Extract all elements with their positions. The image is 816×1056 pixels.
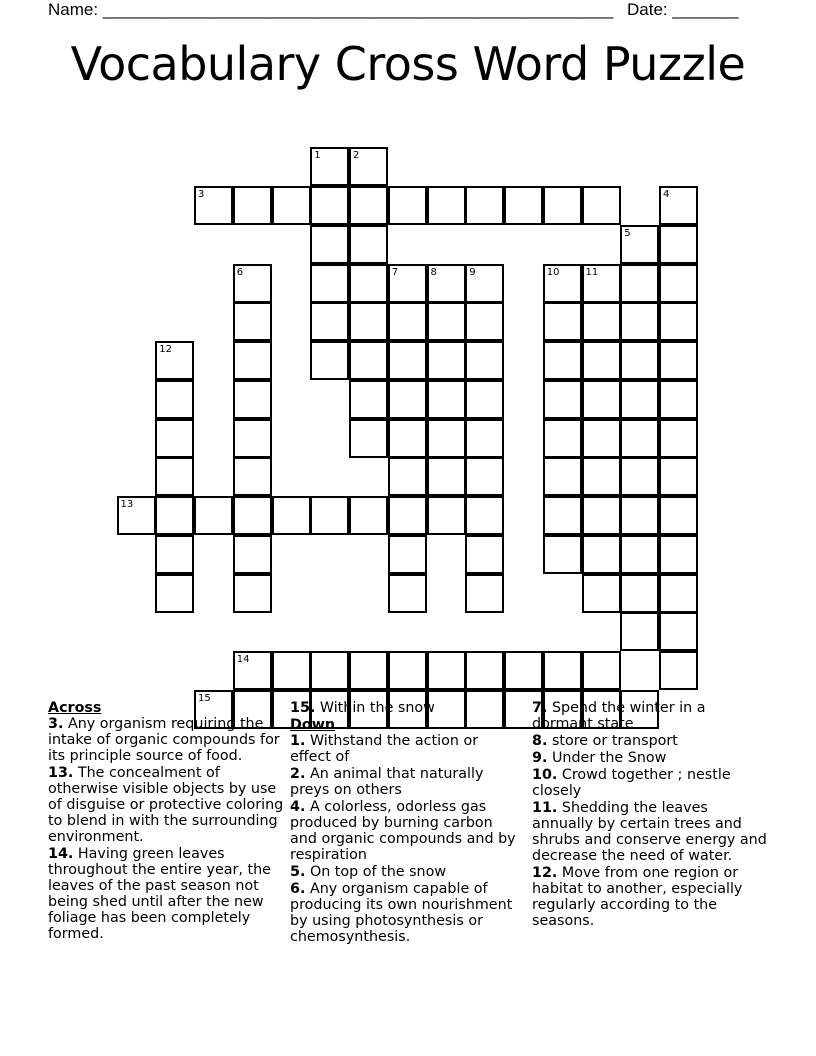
grid-cell[interactable] — [310, 264, 349, 303]
grid-cell[interactable] — [349, 419, 388, 458]
grid-cell[interactable] — [659, 225, 698, 264]
clue-across-14 — [48, 846, 284, 942]
grid-cell[interactable] — [620, 419, 659, 458]
clue-down-7 — [532, 700, 770, 732]
grid-cell[interactable] — [582, 380, 621, 419]
grid-cell[interactable] — [310, 147, 349, 186]
clue-text: An animal that naturally preys on others — [290, 766, 484, 798]
grid-cell[interactable] — [543, 457, 582, 496]
grid-cell[interactable] — [659, 612, 698, 651]
cell-number: 15 — [198, 692, 211, 704]
clue-text: Under the Snow — [551, 750, 667, 766]
grid-cell[interactable] — [233, 264, 272, 303]
grid-cell[interactable] — [620, 264, 659, 303]
grid-cell[interactable] — [659, 186, 698, 225]
grid-cell[interactable] — [465, 380, 504, 419]
clues-column-2 — [290, 700, 522, 946]
grid-cell[interactable] — [427, 496, 466, 535]
grid-cell[interactable] — [155, 419, 194, 458]
grid-cell[interactable] — [310, 225, 349, 264]
clue-text: Crowd together ; nestle closely — [532, 767, 731, 799]
grid-cell[interactable] — [388, 380, 427, 419]
clue-number: 1. — [290, 733, 306, 749]
cell-number: 11 — [585, 266, 599, 278]
grid-cell[interactable] — [233, 380, 272, 419]
grid-cell[interactable] — [427, 419, 466, 458]
grid-cell[interactable] — [465, 574, 504, 613]
grid-cell[interactable] — [349, 651, 388, 690]
cell-number: 4 — [663, 189, 670, 200]
clue-down-6 — [290, 881, 522, 945]
grid-cell[interactable] — [543, 264, 582, 303]
grid-cell[interactable] — [272, 651, 311, 690]
grid-cell[interactable] — [543, 419, 582, 458]
grid-cell[interactable] — [233, 341, 272, 380]
grid-cell[interactable] — [233, 457, 272, 496]
grid-cell[interactable] — [349, 496, 388, 535]
clue-down-2 — [290, 766, 522, 798]
grid-cell[interactable] — [659, 496, 698, 535]
clue-down-12 — [532, 865, 770, 929]
grid-cell[interactable] — [388, 457, 427, 496]
clue-down-1 — [290, 733, 522, 765]
grid-cell[interactable] — [388, 341, 427, 380]
grid-cell[interactable] — [388, 535, 427, 574]
clue-text: Within the snow — [319, 700, 435, 716]
clue-number: 5. — [290, 864, 306, 880]
clue-text: Spend the winter in a dormant state — [532, 700, 706, 732]
name-line: Name: ______________________________________________________ — [48, 0, 614, 19]
grid-cell[interactable] — [465, 264, 504, 303]
grid-cell[interactable] — [349, 264, 388, 303]
grid-cell[interactable] — [465, 419, 504, 458]
grid-cell[interactable] — [659, 574, 698, 613]
grid-cell[interactable] — [543, 186, 582, 225]
grid-cell[interactable] — [543, 496, 582, 535]
grid-cell[interactable] — [620, 612, 659, 651]
grid-cell[interactable] — [155, 535, 194, 574]
grid-cell[interactable] — [582, 302, 621, 341]
clue-number: 6. — [290, 881, 306, 897]
cell-number: 5 — [624, 227, 631, 239]
grid-cell[interactable] — [620, 341, 659, 380]
clue-down-5 — [290, 864, 522, 880]
grid-cell[interactable] — [388, 264, 427, 303]
grid-cell[interactable] — [659, 380, 698, 419]
grid-cell[interactable] — [427, 380, 466, 419]
grid-cell[interactable] — [465, 535, 504, 574]
clue-across-13 — [48, 765, 284, 845]
grid-cell[interactable] — [659, 457, 698, 496]
grid-cell[interactable] — [427, 302, 466, 341]
grid-cell[interactable] — [620, 302, 659, 341]
grid-cell[interactable] — [620, 457, 659, 496]
grid-cell[interactable] — [310, 651, 349, 690]
grid-cell[interactable] — [465, 457, 504, 496]
clue-number: 12. — [532, 865, 558, 881]
grid-cell[interactable] — [388, 186, 427, 225]
clue-number: 9. — [532, 750, 548, 766]
clue-text: Having green leaves throughout the entire year, the leaves of the past season not being shed until after the new foliage has been completely formed. — [48, 846, 271, 942]
grid-cell[interactable] — [582, 341, 621, 380]
clue-down-8 — [532, 733, 770, 749]
grid-cell[interactable] — [310, 496, 349, 535]
grid-cell[interactable] — [233, 574, 272, 613]
clues-column-3 — [532, 700, 770, 930]
cell-number: 8 — [430, 266, 437, 278]
grid-cell[interactable] — [582, 264, 621, 303]
cell-number: 13 — [120, 499, 134, 510]
clues-column-1 — [48, 700, 284, 943]
grid-cell[interactable] — [349, 147, 388, 186]
grid-cell[interactable] — [427, 651, 466, 690]
grid-cell[interactable] — [659, 302, 698, 341]
grid-cell[interactable] — [465, 496, 504, 535]
clue-down-11 — [532, 800, 770, 864]
grid-cell[interactable] — [155, 574, 194, 613]
down-heading: Down — [290, 717, 336, 733]
clue-number: 7. — [532, 700, 548, 716]
cell-number: 9 — [469, 266, 476, 278]
clue-text: store or transport — [551, 733, 678, 749]
clue-down-4 — [290, 799, 522, 863]
grid-cell[interactable] — [388, 651, 427, 690]
cell-number: 6 — [236, 266, 244, 278]
grid-cell[interactable] — [659, 341, 698, 380]
grid-cell[interactable] — [194, 186, 233, 225]
grid-cell[interactable] — [349, 186, 388, 225]
clue-text: Any organism requiring the intake of organic compounds for its principle source of food. — [48, 716, 280, 764]
grid-cell[interactable] — [155, 380, 194, 419]
across-heading: Across — [48, 700, 102, 716]
clue-number: 15. — [290, 700, 316, 716]
grid-cell[interactable] — [388, 302, 427, 341]
cell-number: 3 — [198, 189, 205, 200]
grid-cell[interactable] — [310, 302, 349, 341]
grid-cell[interactable] — [465, 341, 504, 380]
grid-cell[interactable] — [659, 264, 698, 303]
cell-number: 14 — [236, 654, 250, 665]
grid-cell[interactable] — [349, 380, 388, 419]
grid-cell[interactable] — [272, 496, 311, 535]
grid-cell[interactable] — [233, 419, 272, 458]
grid-cell[interactable] — [233, 186, 272, 225]
grid-cell[interactable] — [349, 341, 388, 380]
grid-cell[interactable] — [155, 496, 194, 535]
clue-down-10 — [532, 767, 770, 799]
clue-number: 2. — [290, 766, 306, 782]
grid-cell[interactable] — [582, 496, 621, 535]
clue-number: 11. — [532, 800, 558, 816]
grid-cell[interactable] — [310, 186, 349, 225]
clue-across-15 — [290, 700, 522, 716]
grid-cell[interactable] — [582, 419, 621, 458]
clue-text: Withstand the action or effect of — [290, 733, 479, 765]
clue-text: Move from one region or habitat to another, especially regularly according to the seasons. — [532, 865, 743, 929]
clue-number: 8. — [532, 733, 548, 749]
grid-cell[interactable] — [582, 186, 621, 225]
grid-cell[interactable] — [427, 186, 466, 225]
clue-number: 4. — [290, 799, 306, 815]
grid-cell[interactable] — [155, 341, 194, 380]
grid-cell[interactable] — [543, 341, 582, 380]
grid-cell[interactable] — [233, 496, 272, 535]
grid-cell[interactable] — [465, 186, 504, 225]
grid-cell[interactable] — [582, 535, 621, 574]
clue-text: On top of the snow — [309, 864, 447, 880]
grid-cell[interactable] — [349, 225, 388, 264]
grid-cell[interactable] — [155, 457, 194, 496]
cell-number: 2 — [353, 150, 360, 162]
grid-cell[interactable] — [465, 651, 504, 690]
clue-number: 13. — [48, 765, 74, 781]
grid-cell[interactable] — [233, 302, 272, 341]
grid-cell[interactable] — [620, 225, 659, 264]
grid-cell[interactable] — [117, 496, 156, 535]
cell-number: 12 — [159, 344, 172, 355]
grid-cell[interactable] — [659, 651, 698, 690]
grid-cell[interactable] — [465, 302, 504, 341]
grid-cell[interactable] — [620, 380, 659, 419]
clue-number: 3. — [48, 716, 64, 732]
clue-number: 10. — [532, 767, 558, 783]
grid-cell[interactable] — [504, 186, 543, 225]
grid-cell[interactable] — [620, 535, 659, 574]
clue-text: The concealment of otherwise visible objects by use of disguise or protective coloring to blend in with the surrounding environment. — [48, 765, 284, 845]
cell-number: 7 — [391, 266, 399, 278]
cell-number: 10 — [546, 266, 560, 278]
grid-cell[interactable] — [427, 341, 466, 380]
grid-cell[interactable] — [543, 535, 582, 574]
grid-cell[interactable] — [388, 419, 427, 458]
clue-text: Any organism capable of producing its own nourishment by using photosynthesis or chemosynthesis. — [290, 881, 513, 945]
grid-cell[interactable] — [427, 457, 466, 496]
clue-down-9 — [532, 750, 770, 766]
page-title: Vocabulary Cross Word Puzzle — [70, 37, 746, 91]
grid-cell[interactable] — [582, 457, 621, 496]
grid-cell[interactable] — [620, 496, 659, 535]
cell-number: 1 — [314, 150, 321, 162]
grid-cell[interactable] — [427, 264, 466, 303]
clue-text: Shedding the leaves annually by certain trees and shrubs and conserve energy and decrease the need of water. — [532, 800, 767, 864]
grid-cell[interactable] — [272, 186, 311, 225]
grid-cell[interactable] — [233, 535, 272, 574]
grid-cell[interactable] — [659, 535, 698, 574]
grid-cell[interactable] — [543, 651, 582, 690]
grid-cell[interactable] — [582, 651, 621, 690]
clue-across-3 — [48, 716, 284, 764]
grid-cell[interactable] — [388, 496, 427, 535]
grid-cell[interactable] — [620, 574, 659, 613]
grid-cell[interactable] — [543, 380, 582, 419]
clue-number: 14. — [48, 846, 74, 862]
grid-cell[interactable] — [659, 419, 698, 458]
grid-cell[interactable] — [388, 574, 427, 613]
grid-cell[interactable] — [233, 651, 272, 690]
grid-cell[interactable] — [543, 302, 582, 341]
grid-cell[interactable] — [582, 574, 621, 613]
grid-cell[interactable] — [194, 496, 233, 535]
clue-text: A colorless, odorless gas produced by burning carbon and organic compounds and by respiration — [290, 799, 516, 863]
grid-cell[interactable] — [349, 302, 388, 341]
grid-cell[interactable] — [504, 651, 543, 690]
date-line: Date: _______ — [627, 0, 739, 19]
grid-cell[interactable] — [310, 341, 349, 380]
